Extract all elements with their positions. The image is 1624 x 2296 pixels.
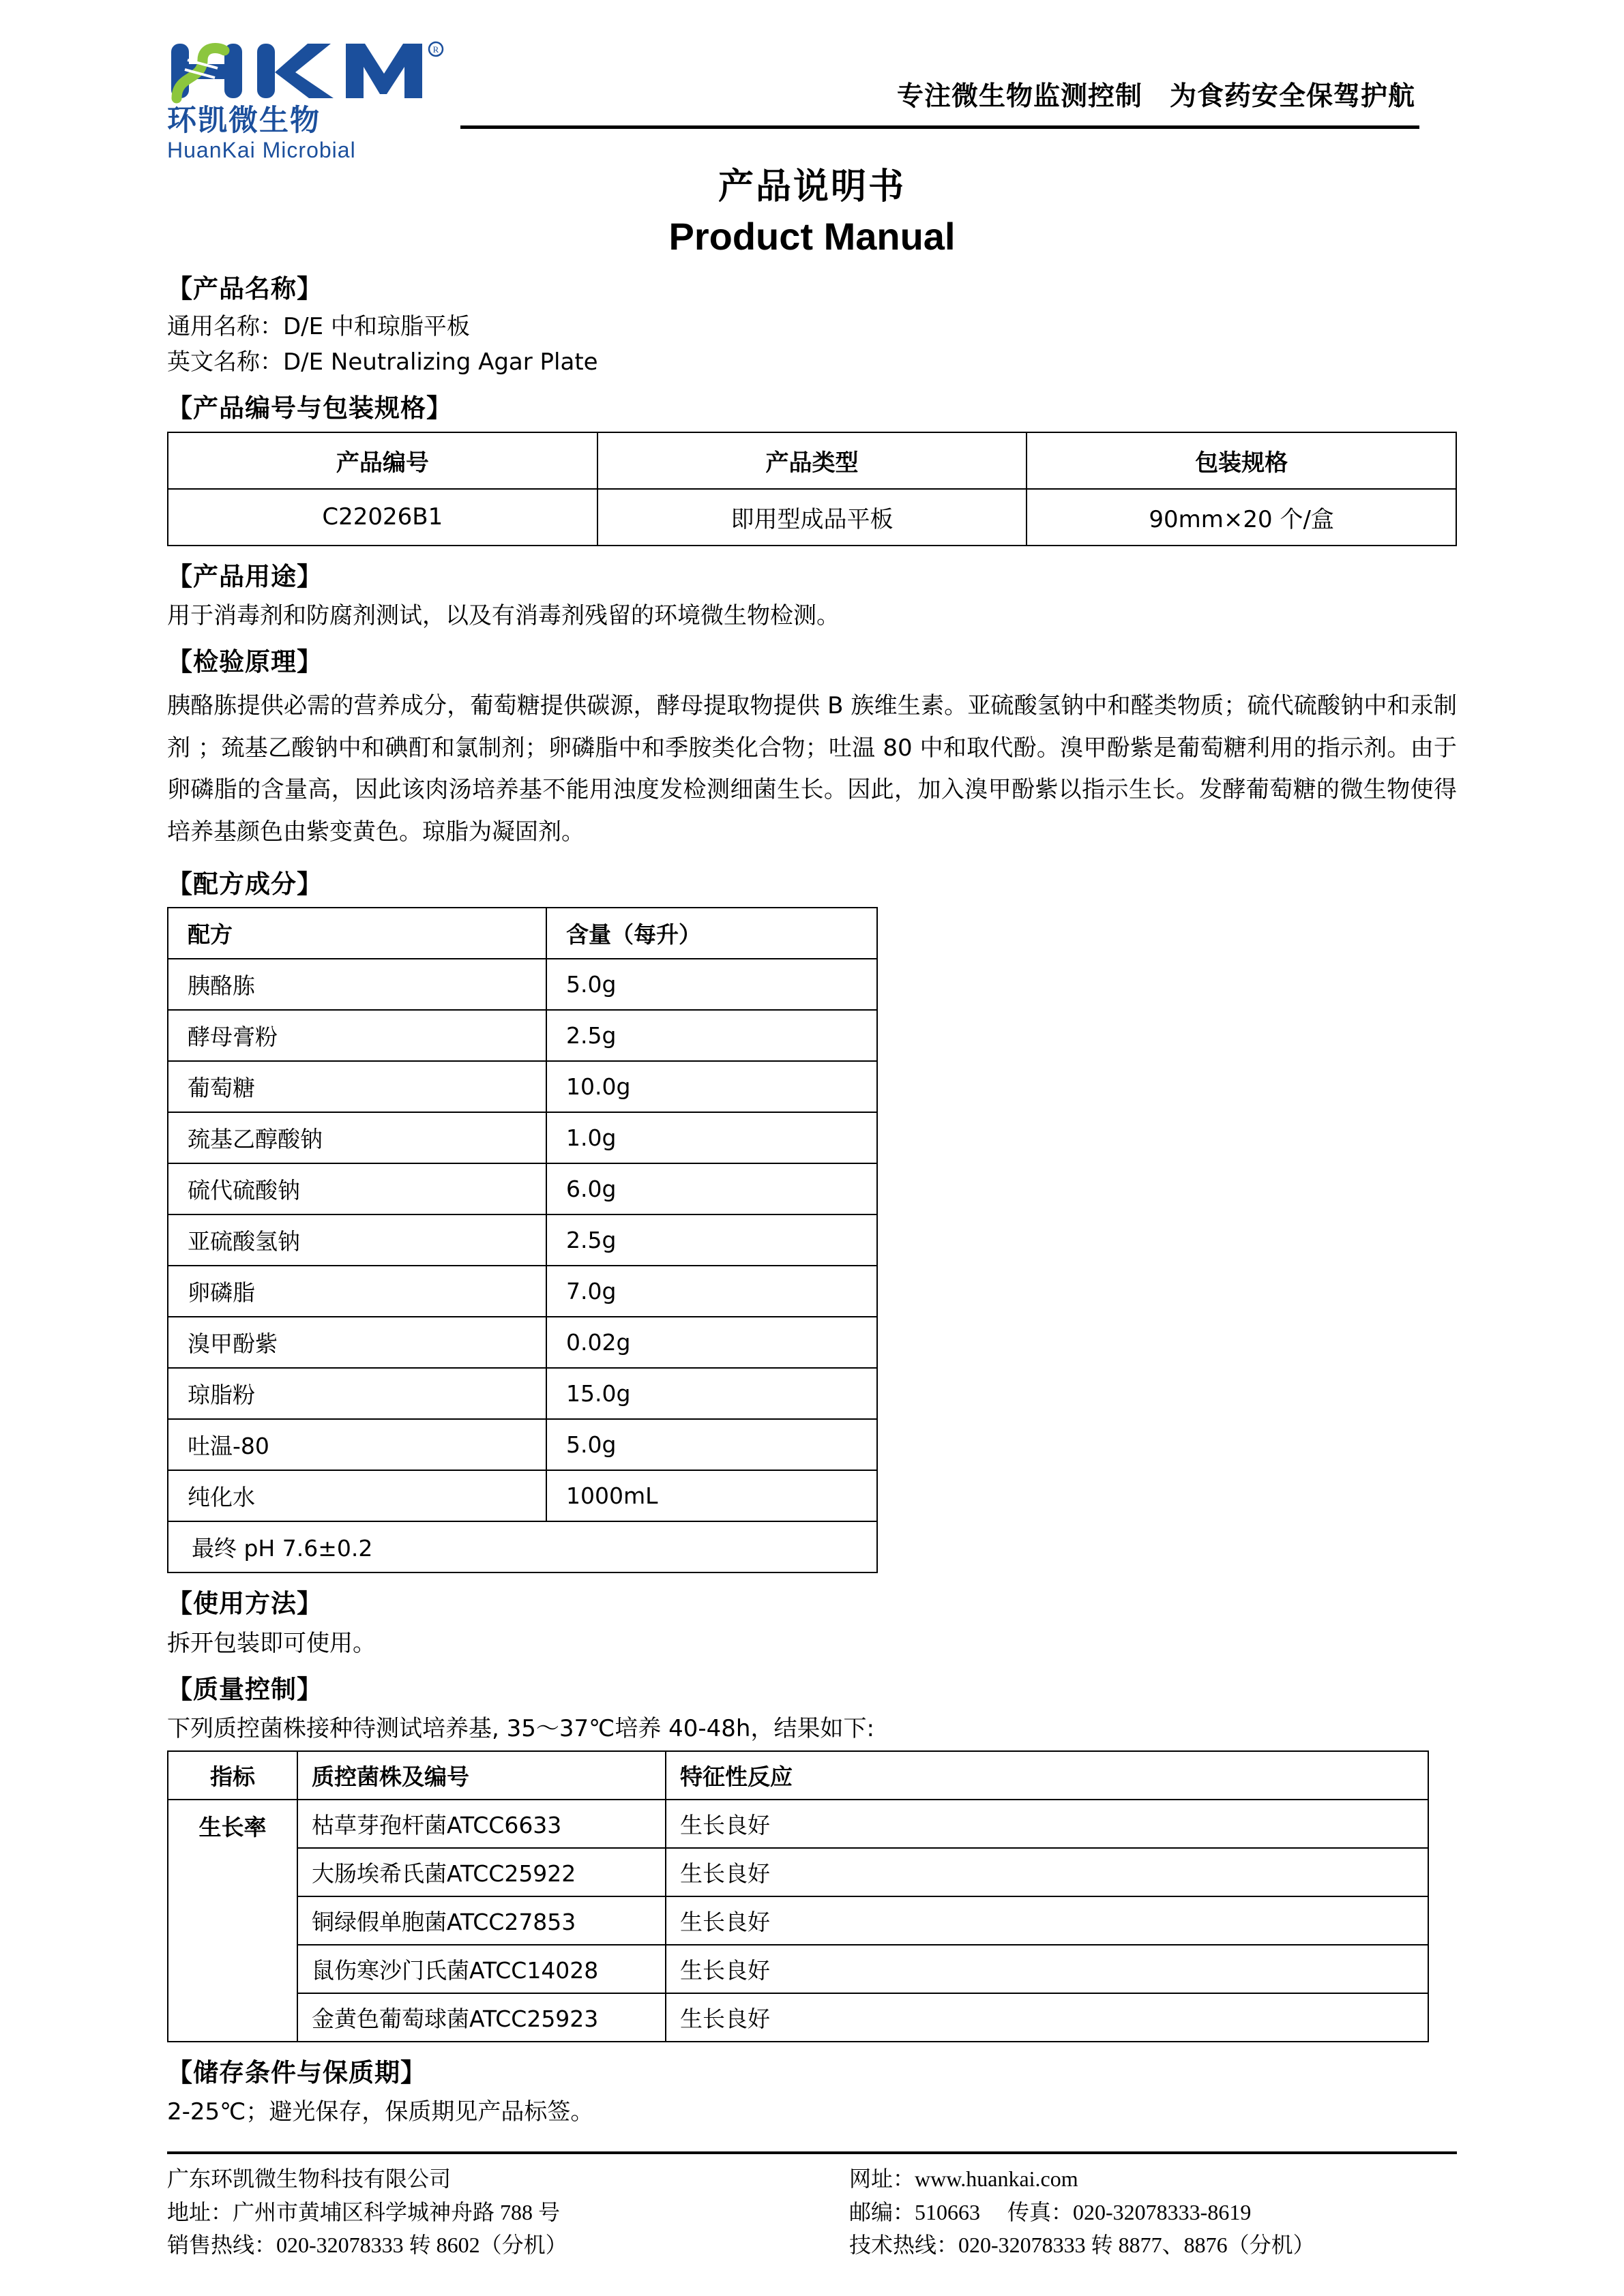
cell-ingredient: 纯化水 xyxy=(168,1470,546,1521)
cell-reaction: 生长良好 xyxy=(666,1848,1428,1896)
table-row xyxy=(168,1061,877,1112)
formula-table xyxy=(167,907,878,1573)
section-heading-purpose: 【产品用途】 xyxy=(167,561,323,591)
table-row xyxy=(168,1163,877,1214)
method-text: 拆开包装即可使用。 xyxy=(167,1629,376,1657)
cell-metric-growth-rate: 生长率 xyxy=(168,1800,297,2042)
document-body xyxy=(0,273,1624,2128)
footer-tech-hotline: 技术热线：020-32078333 转 8877、8876（分机） xyxy=(849,2233,1315,2258)
page-title-cn: 产品说明书 xyxy=(718,166,906,207)
cell-amount: 1.0g xyxy=(546,1112,877,1163)
col-header-package-spec: 包装规格 xyxy=(1027,432,1456,489)
table-row xyxy=(168,1945,1428,1993)
cell-amount: 5.0g xyxy=(546,959,877,1010)
table-row xyxy=(168,1317,877,1368)
cell-reaction: 生长良好 xyxy=(666,1896,1428,1945)
footer-postcode-fax: 邮编：510663 传真：020-32078333-8619 xyxy=(849,2199,1252,2224)
table-header-row xyxy=(168,432,1456,489)
table-row xyxy=(168,959,877,1010)
cell-ingredient: 卵磷脂 xyxy=(168,1266,546,1317)
english-name-line xyxy=(167,347,1457,378)
table-header-row xyxy=(168,908,877,959)
footer-divider xyxy=(167,2151,1457,2154)
section-heading-product-code: 【产品编号与包装规格】 xyxy=(167,393,452,423)
cell-reaction: 生长良好 xyxy=(666,1945,1428,1993)
cell-ingredient: 亚硫酸氢钠 xyxy=(168,1214,546,1266)
footer-right-column xyxy=(849,2162,1457,2262)
table-header-row xyxy=(168,1751,1428,1800)
header-right xyxy=(460,34,1419,129)
common-name-value: D/E 中和琼脂平板 xyxy=(283,313,470,341)
section-heading-formula: 【配方成分】 xyxy=(167,869,323,899)
quality-control-intro: 下列质控菌株接种待测试培养基, 35～37℃培养 40-48h，结果如下: xyxy=(167,1715,874,1743)
storage-text: 2-25℃；避光保存，保质期见产品标签。 xyxy=(167,2098,594,2126)
col-header-amount: 含量（每升） xyxy=(546,908,877,959)
footer-left-column xyxy=(167,2162,849,2262)
cell-ingredient: 酵母膏粉 xyxy=(168,1010,546,1061)
common-name-label: 通用名称： xyxy=(167,313,283,341)
cell-product-code: C22026B1 xyxy=(168,489,597,546)
cell-ingredient: 胰酪胨 xyxy=(168,959,546,1010)
company-logo xyxy=(167,34,460,162)
logo-name-cn: 环凯微生物 xyxy=(167,104,321,138)
header-divider xyxy=(460,125,1419,129)
english-name-value: D/E Neutralizing Agar Plate xyxy=(283,348,598,376)
table-row xyxy=(168,1896,1428,1945)
table-row xyxy=(168,1848,1428,1896)
cell-amount: 6.0g xyxy=(546,1163,877,1214)
cell-strain: 大肠埃希氏菌ATCC25922 xyxy=(297,1848,666,1896)
cell-product-type: 即用型成品平板 xyxy=(597,489,1027,546)
table-row xyxy=(168,1993,1428,2042)
table-row-final-ph xyxy=(168,1521,877,1572)
cell-ingredient: 溴甲酚紫 xyxy=(168,1317,546,1368)
cell-amount: 15.0g xyxy=(546,1368,877,1419)
svg-text:R: R xyxy=(432,44,439,55)
cell-amount: 7.0g xyxy=(546,1266,877,1317)
cell-ingredient: 吐温-80 xyxy=(168,1419,546,1470)
col-header-product-code: 产品编号 xyxy=(168,432,597,489)
cell-reaction: 生长良好 xyxy=(666,1993,1428,2042)
cell-package-spec: 90mm×20 个/盒 xyxy=(1027,489,1456,546)
cell-amount: 5.0g xyxy=(546,1419,877,1470)
cell-amount: 10.0g xyxy=(546,1061,877,1112)
cell-ingredient: 硫代硫酸钠 xyxy=(168,1163,546,1214)
footer-company: 广东环凯微生物科技有限公司 xyxy=(167,2166,452,2192)
table-row xyxy=(168,1419,877,1470)
purpose-text: 用于消毒剂和防腐剂测试，以及有消毒剂残留的环境微生物检测。 xyxy=(167,601,840,629)
product-code-table xyxy=(167,432,1457,546)
section-heading-product-name: 【产品名称】 xyxy=(167,274,323,303)
page-header xyxy=(0,0,1624,163)
footer-sales-hotline: 销售热线：020-32078333 转 8602（分机） xyxy=(167,2233,567,2258)
header-tagline: 专注微生物监测控制 为食药安全保驾护航 xyxy=(896,81,1415,112)
col-header-metric: 指标 xyxy=(168,1751,297,1800)
principle-text: 胰酪胨提供必需的营养成分，葡萄糖提供碳源，酵母提取物提供 B 族维生素。亚硫酸氢钠中和醛类物质；硫代硫酸钠中和汞制剂 ；巯基乙酸钠中和碘酊和氯制剂；卵磷脂中和季胺类化合物；吐温 80 中和取代酚。溴甲酚紫是葡萄糖利用的指示剂。由于卵磷脂的含量高，因此该肉汤培养基不能用浊度发检测细菌生长。因此，加入溴甲酚紫以指示生长。发酵葡萄糖的微生物使得培养基颜色由紫变黄色。琼脂为凝固剂。 xyxy=(167,691,1457,846)
cell-strain: 金黄色葡萄球菌ATCC25923 xyxy=(297,1993,666,2042)
table-row xyxy=(168,1800,1428,1848)
english-name-label: 英文名称： xyxy=(167,348,283,376)
section-heading-quality-control: 【质量控制】 xyxy=(167,1675,323,1705)
cell-ingredient: 琼脂粉 xyxy=(168,1368,546,1419)
cell-amount: 2.5g xyxy=(546,1010,877,1061)
section-heading-method: 【使用方法】 xyxy=(167,1589,323,1619)
common-name-line xyxy=(167,312,1457,343)
cell-amount: 0.02g xyxy=(546,1317,877,1368)
table-row xyxy=(168,1214,877,1266)
table-row xyxy=(168,1010,877,1061)
col-header-ingredient: 配方 xyxy=(168,908,546,959)
cell-strain: 枯草芽孢杆菌ATCC6633 xyxy=(297,1800,666,1848)
section-heading-principle: 【检验原理】 xyxy=(167,647,323,677)
col-header-reaction: 特征性反应 xyxy=(666,1751,1428,1800)
cell-strain: 铜绿假单胞菌ATCC27853 xyxy=(297,1896,666,1945)
cell-ingredient: 葡萄糖 xyxy=(168,1061,546,1112)
cell-amount: 2.5g xyxy=(546,1214,877,1266)
table-row xyxy=(168,1266,877,1317)
table-row xyxy=(168,1470,877,1521)
col-header-strain: 质控菌株及编号 xyxy=(297,1751,666,1800)
cell-reaction: 生长良好 xyxy=(666,1800,1428,1848)
logo-name-en: HuanKai Microbial xyxy=(167,138,356,163)
table-row xyxy=(168,1368,877,1419)
quality-control-table xyxy=(167,1750,1429,2042)
cell-ingredient: 巯基乙醇酸钠 xyxy=(168,1112,546,1163)
table-row xyxy=(168,489,1456,546)
footer-address: 地址：广州市黄埔区科学城神舟路 788 号 xyxy=(167,2199,561,2224)
cell-amount: 1000mL xyxy=(546,1470,877,1521)
cell-strain: 鼠伤寒沙门氏菌ATCC14028 xyxy=(297,1945,666,1993)
section-heading-storage: 【储存条件与保质期】 xyxy=(167,2057,426,2087)
cell-final-ph: 最终 pH 7.6±0.2 xyxy=(168,1521,877,1572)
col-header-product-type: 产品类型 xyxy=(597,432,1027,489)
footer-website[interactable]: 网址：www.huankai.com xyxy=(849,2166,1078,2192)
page-title-en: Product Manual xyxy=(668,215,956,258)
hkm-logo-mark xyxy=(167,40,454,104)
page-footer xyxy=(167,2151,1457,2262)
table-row xyxy=(168,1112,877,1163)
